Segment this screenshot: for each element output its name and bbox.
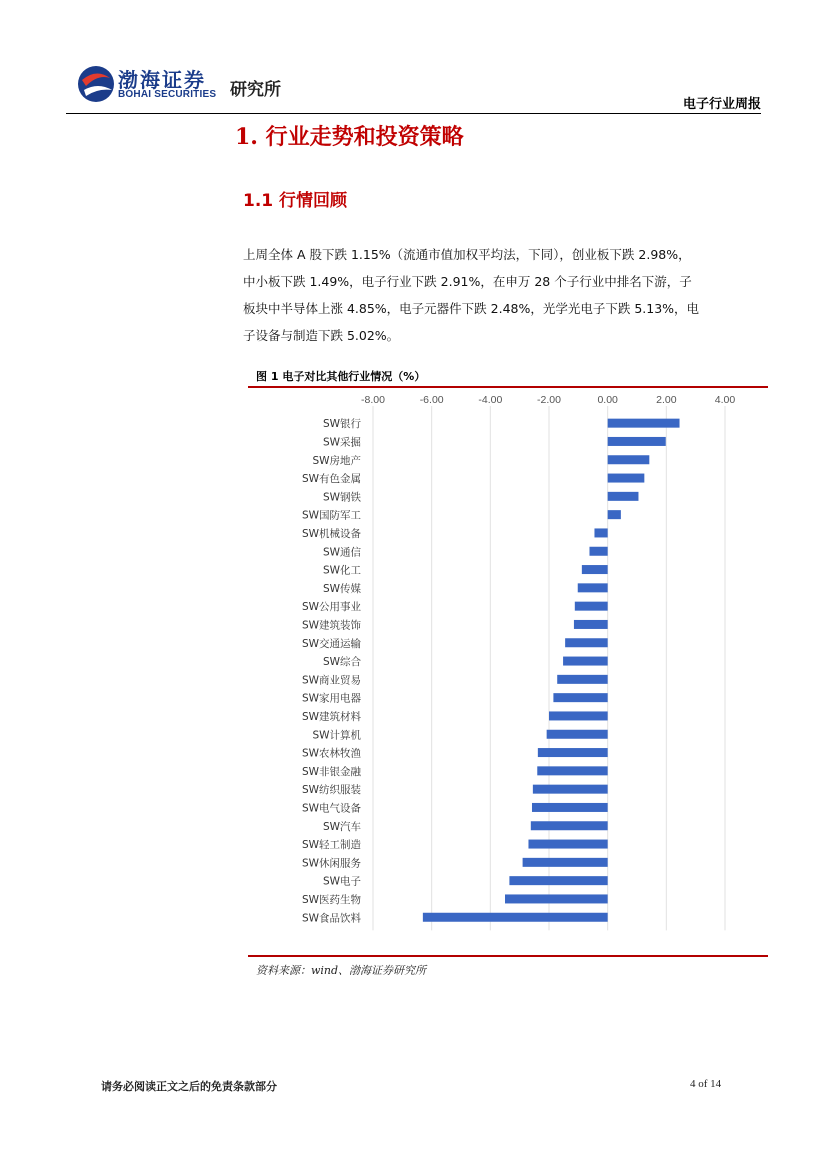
category-label: SW食品饮料 <box>301 912 361 925</box>
category-label: SW化工 <box>322 564 361 577</box>
category-label: SW建筑材料 <box>301 710 361 723</box>
x-tick-label: -4.00 <box>478 394 503 406</box>
bar <box>565 638 608 647</box>
category-label: SW采掘 <box>322 436 361 449</box>
body-line: 上周全体 A 股下跌 1.15%（流通市值加权平均法，下同），创业板下跌 2.98%， <box>243 247 691 262</box>
category-label: SW计算机 <box>312 729 361 742</box>
x-tick-label: 2.00 <box>656 394 677 406</box>
bar <box>608 455 650 464</box>
bar <box>509 876 607 885</box>
bar <box>537 766 607 775</box>
category-label: SW通信 <box>322 546 361 559</box>
bar <box>549 711 608 720</box>
logo-english-name: BOHAI SECURITIES <box>118 89 217 100</box>
bar <box>557 675 607 684</box>
bar <box>533 785 608 794</box>
body-line: 中小板下跌 1.49%，电子行业下跌 2.91%，在申万 28 个子行业中排名下游，子 <box>243 274 692 289</box>
bar <box>608 419 680 428</box>
bar <box>563 657 608 666</box>
logo-chinese-name: 渤海证券 <box>118 68 206 92</box>
logo-circle <box>78 66 114 102</box>
bar <box>608 492 639 501</box>
page-number: 4 of 14 <box>690 1078 722 1090</box>
x-tick-label: -2.00 <box>537 394 561 406</box>
bar <box>608 437 666 446</box>
bar <box>582 565 608 574</box>
bar <box>594 528 607 537</box>
category-label: SW轻工制造 <box>301 839 361 852</box>
x-tick-label: -8.00 <box>361 394 385 406</box>
header-divider <box>66 113 761 114</box>
bar <box>523 858 608 867</box>
institute-label: 研究所 <box>230 80 281 100</box>
category-label: SW纺织服装 <box>301 784 361 797</box>
x-tick-label: 4.00 <box>714 394 736 406</box>
bar <box>608 474 645 483</box>
category-label: SW农林牧渔 <box>301 747 361 760</box>
category-label: SW电气设备 <box>301 802 361 815</box>
figure-title: 图 1 电子对比其他行业情况（%） <box>256 370 426 383</box>
category-label: SW有色金属 <box>301 473 361 486</box>
bar <box>505 894 608 903</box>
category-label: SW商业贸易 <box>301 674 361 687</box>
category-label: SW机械设备 <box>301 527 361 540</box>
report-type: 电子行业周报 <box>682 97 761 112</box>
body-line: 板块中半导体上涨 4.85%，电子元器件下跌 2.48%，光学光电子下跌 5.13%，电 <box>243 301 700 316</box>
body-line: 子设备与制造下跌 5.02%。 <box>243 328 400 343</box>
bar <box>575 602 608 611</box>
category-label: SW交通运输 <box>301 637 361 650</box>
bar <box>531 821 608 830</box>
section-subtitle: 1.1 行情回顾 <box>243 191 348 211</box>
category-label: SW国防军工 <box>301 509 361 522</box>
category-label: SW休闲服务 <box>301 857 361 870</box>
category-label: SW综合 <box>322 656 361 669</box>
category-label: SW房地产 <box>312 454 361 467</box>
bar <box>578 583 608 592</box>
category-label: SW非银金融 <box>301 765 361 778</box>
category-label: SW公用事业 <box>301 601 361 614</box>
x-tick-label: -6.00 <box>419 394 444 406</box>
category-label: SW建筑装饰 <box>301 619 361 632</box>
bar <box>532 803 608 812</box>
category-label: SW钢铁 <box>322 491 361 504</box>
category-label: SW电子 <box>322 875 361 888</box>
x-tick-label: 0.00 <box>597 394 618 406</box>
bar <box>528 840 607 849</box>
bar <box>589 547 607 556</box>
figure-source: 资料来源：wind、渤海证券研究所 <box>256 964 427 977</box>
bar <box>538 748 608 757</box>
category-label: SW传媒 <box>322 582 361 595</box>
bar <box>423 913 608 922</box>
section-title: 1. 行业走势和投资策略 <box>235 124 464 150</box>
category-label: SW汽车 <box>322 820 361 833</box>
body-paragraph <box>243 241 751 349</box>
bar-chart <box>248 388 768 954</box>
figure-bottom-rule <box>248 955 768 957</box>
category-label: SW医药生物 <box>301 893 361 906</box>
category-label: SW银行 <box>322 418 361 431</box>
footer-disclaimer: 请务必阅读正文之后的免责条款部分 <box>101 1080 277 1093</box>
category-label: SW家用电器 <box>301 692 361 705</box>
bar <box>553 693 607 702</box>
bar <box>547 730 608 739</box>
bar <box>574 620 608 629</box>
bar <box>608 510 621 519</box>
